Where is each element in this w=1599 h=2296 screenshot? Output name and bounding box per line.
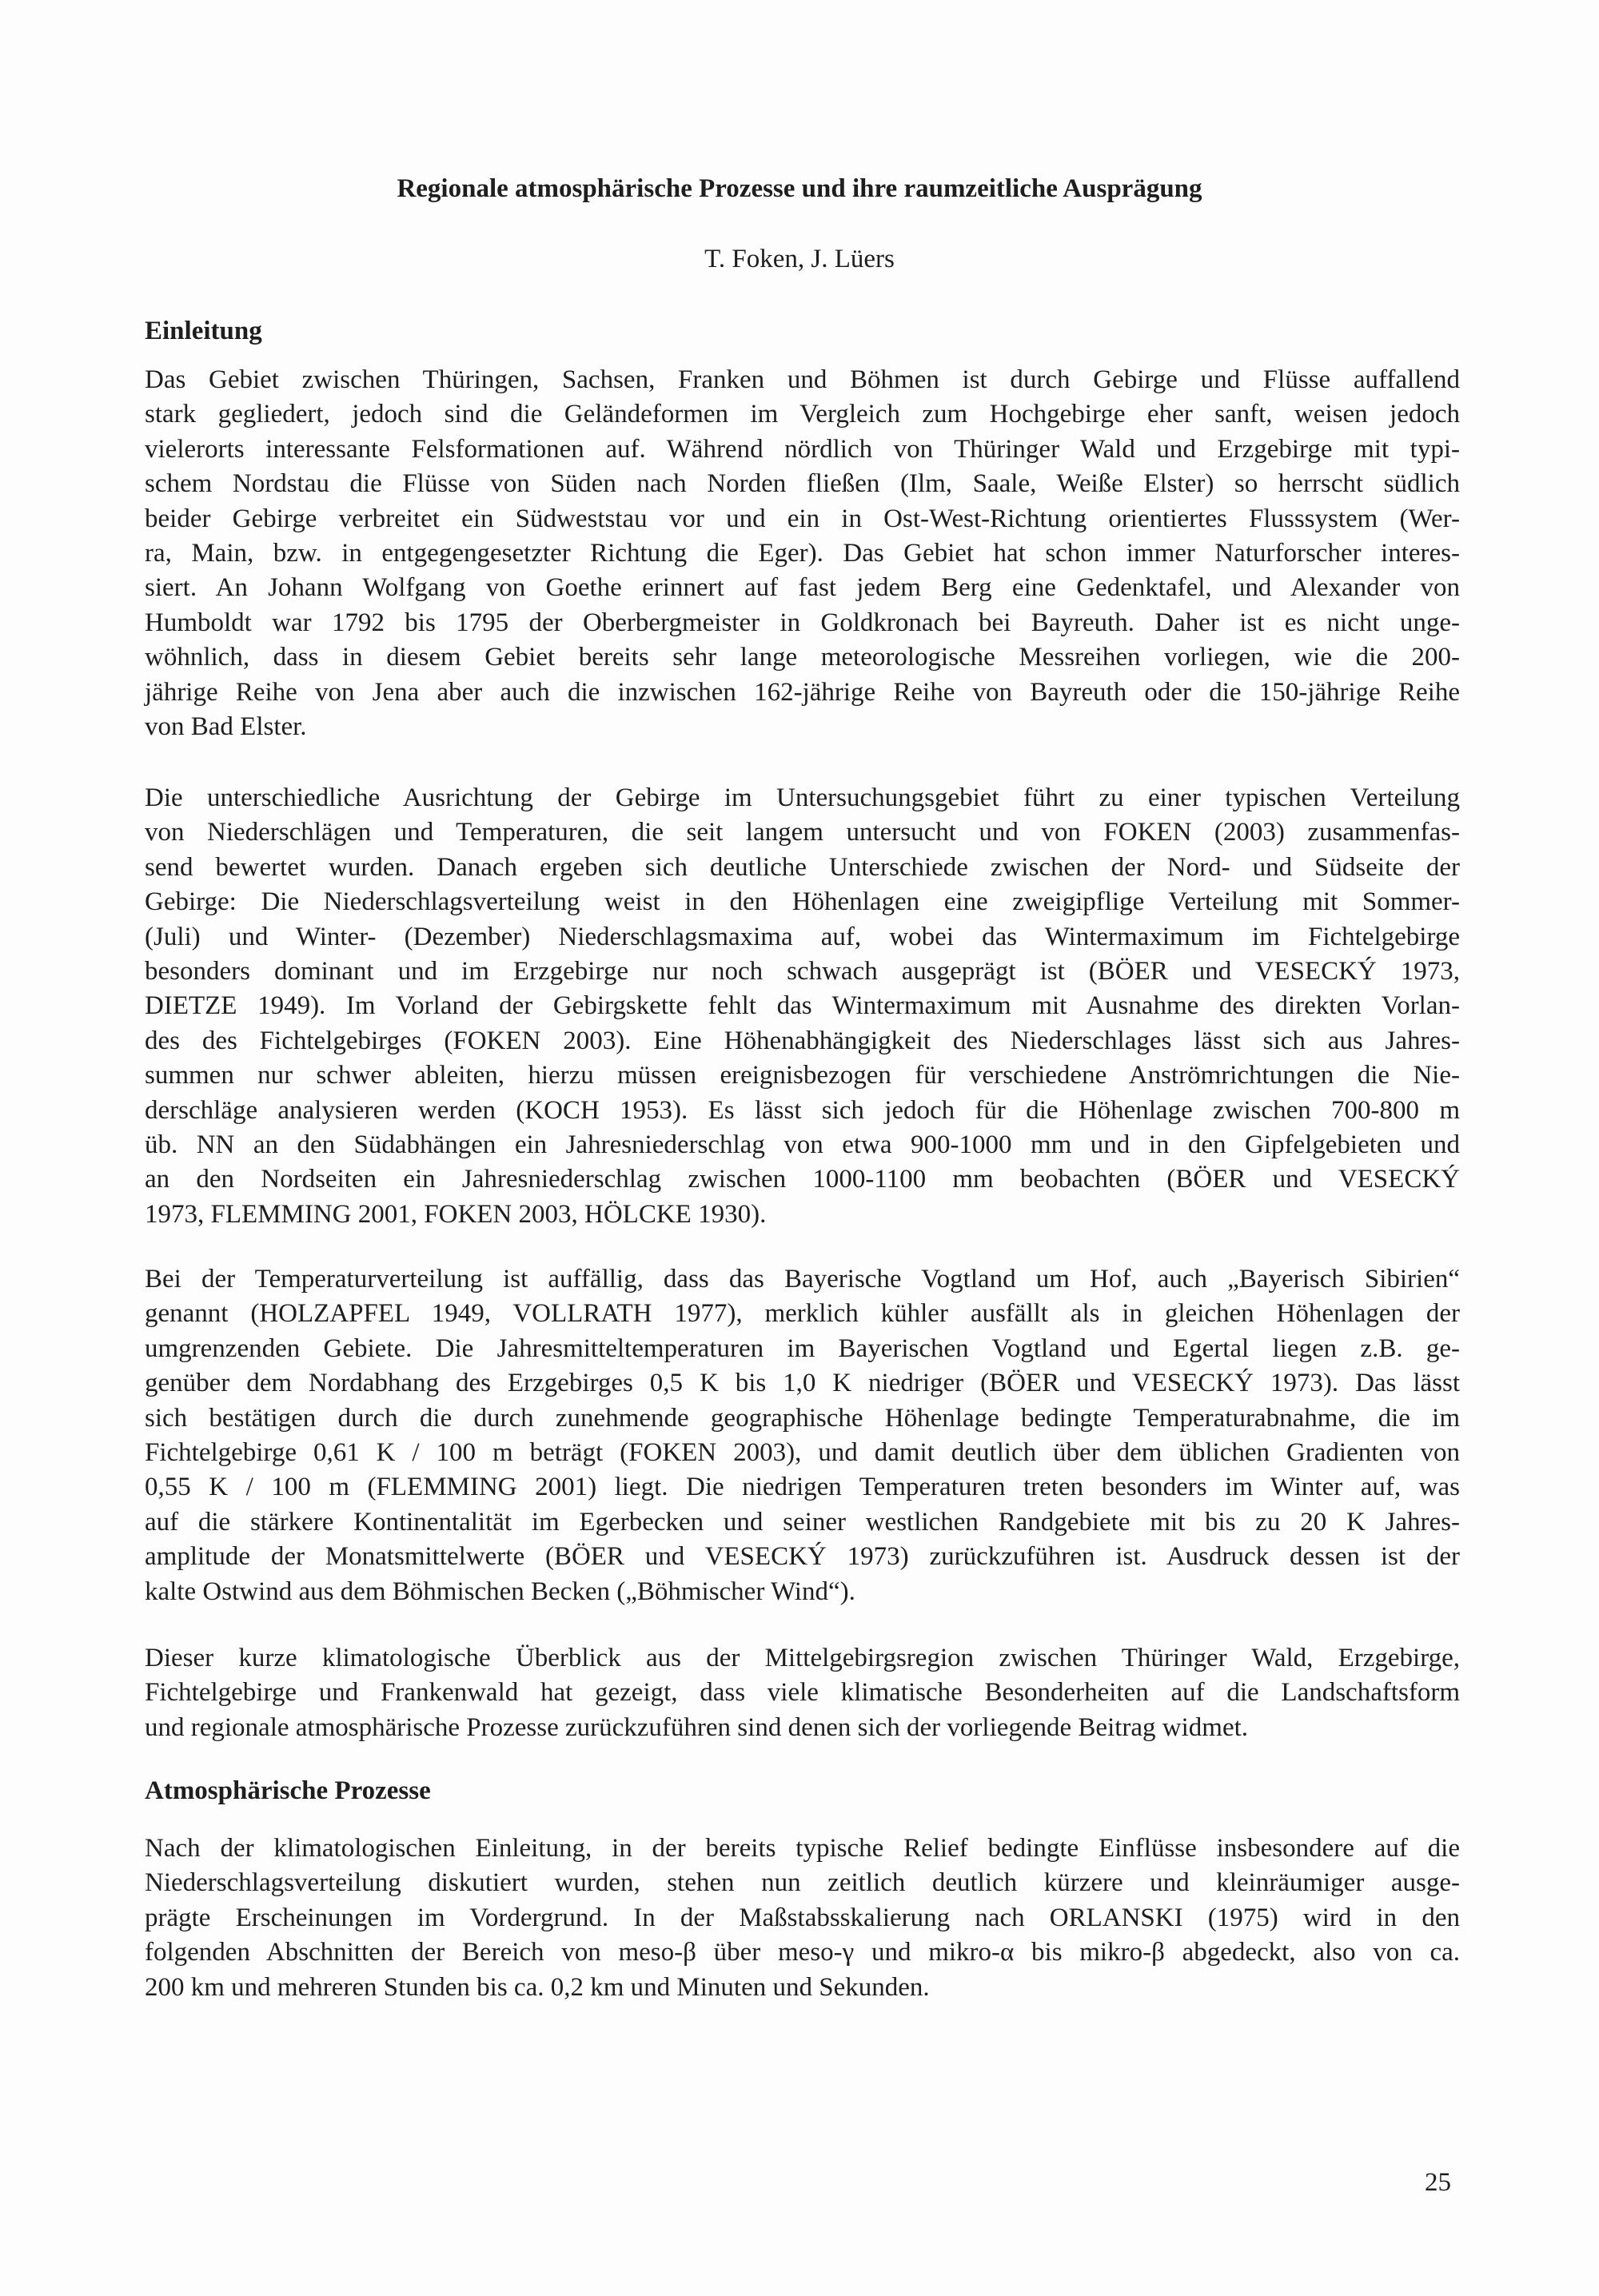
paragraph [145,1641,1460,1745]
authors: T. Foken, J. Lüers [704,245,895,273]
text-line: des des Fichtelgebirges (FOKEN 2003). Eine Höhenabhängigkeit des Niederschlages lässt sich aus Jahres- [145,1026,1460,1055]
text-line: kalte Ostwind aus dem Böhmischen Becken („Böhmischer Wind“). [145,1577,855,1606]
text-line: derschläge analysieren werden (KOCH 1953). Es lässt sich jedoch für die Höhenlage zwischen 700-800 m [145,1095,1460,1125]
text-line: Bei der Temperaturverteilung ist auffällig, dass das Bayerische Vogtland um Hof, auch „Bayerisch Sibirien“ [145,1265,1460,1293]
text-line: ra, Main, bzw. in entgegengesetzter Richtung die Eger). Das Gebiet hat schon immer Naturforscher interes- [145,538,1460,568]
text-line: beider Gebirge verbreitet ein Südweststau vor und ein in Ost-West-Richtung orientiertes Flusssystem (Wer- [145,504,1460,533]
text-line: amplitude der Monatsmittelwerte (BÖER und VESECKÝ 1973) zurückzuführen ist. Ausdruck dessen ist der [145,1542,1460,1572]
section-heading-einleitung: Einleitung [145,317,262,345]
text-line: umgrenzenden Gebiete. Die Jahresmitteltemperaturen im Bayerischen Vogtland und Egertal liegen z.B. ge- [145,1333,1460,1363]
text-line: von Bad Elster. [145,712,307,741]
paragraph [145,1262,1460,1609]
text-line: 200 km und mehreren Stunden bis ca. 0,2 km und Minuten und Sekunden. [145,1972,930,2002]
text-line: wöhnlich, dass in diesem Gebiet bereits sehr lange meteorologische Messreihen vorliegen, wie die 200- [145,643,1460,672]
page-number: 25 [1425,2168,1451,2197]
text-line: (Juli) und Winter- (Dezember) Niederschlagsmaxima auf, wobei das Wintermaximum im Fichtelgebirge [145,922,1460,951]
text-line: jährige Reihe von Jena aber auch die inzwischen 162-jährige Reihe von Bayreuth oder die 150-jährige Reihe [145,677,1460,707]
text-line: vielerorts interessante Felsformationen auf. Während nördlich von Thüringer Wald und Erzgebirge mit typi- [145,434,1460,464]
text-line: Humboldt war 1792 bis 1795 der Oberbergmeister in Goldkronach bei Bayreuth. Daher ist es nicht unge- [145,608,1460,637]
text-line: Niederschlagsverteilung diskutiert wurden, stehen nun zeitlich deutlich kürzere und kleinräumiger ausge- [145,1868,1460,1898]
text-line: auf die stärkere Kontinentalität im Egerbecken und seiner westlichen Randgebiete mit bis zu 20 K Jahres- [145,1507,1460,1537]
text-line: Dieser kurze klimatologische Überblick aus der Mittelgebirgsregion zwischen Thüringer Wald, Erzgebirge, [145,1644,1460,1672]
text-line: Fichtelgebirge und Frankenwald hat gezeigt, dass viele klimatische Besonderheiten auf die Landschaftsform [145,1678,1460,1708]
text-line: siert. An Johann Wolfgang von Goethe erinnert auf fast jedem Berg eine Gedenktafel, und Alexander von [145,573,1460,603]
text-line: Das Gebiet zwischen Thüringen, Sachsen, Franken und Böhmen ist durch Gebirge und Flüsse auffallend [145,365,1460,394]
section-heading-atmosphaerische-prozesse: Atmosphärische Prozesse [145,1776,431,1805]
text-line: 0,55 K / 100 m (FLEMMING 2001) liegt. Die niedrigen Temperaturen treten besonders im Winter auf, was [145,1473,1460,1502]
paragraph [145,1832,1460,2005]
paragraph [145,781,1460,1232]
text-line: genüber dem Nordabhang des Erzgebirges 0,5 K bis 1,0 K niedriger (BÖER und VESECKÝ 1973). Das lässt [145,1369,1460,1398]
text-line: Die unterschiedliche Ausrichtung der Gebirge im Untersuchungsgebiet führt zu einer typischen Verteilung [145,783,1460,812]
text-line: stark gegliedert, jedoch sind die Geländeformen im Vergleich zum Hochgebirge eher sanft, weisen jedoch [145,400,1460,429]
text-line: prägte Erscheinungen im Vordergrund. In der Maßstabsskalierung nach ORLANSKI (1975) wird in den [145,1903,1460,1932]
text-line: send bewertet wurden. Danach ergeben sich deutliche Unterschiede zwischen der Nord- und Südseite der [145,852,1460,882]
text-line: sich bestätigen durch die durch zunehmende geographische Höhenlage bedingte Temperaturabnahme, die im [145,1403,1460,1433]
text-line: Fichtelgebirge 0,61 K / 100 m beträgt (FOKEN 2003), und damit deutlich über dem üblichen Gradienten von [145,1437,1460,1467]
paragraph [145,363,1460,744]
text-line: schem Nordstau die Flüsse von Süden nach Norden fließen (Ilm, Saale, Weiße Elster) so herrscht südlich [145,469,1460,499]
text-line: Gebirge: Die Niederschlagsverteilung weist in den Höhenlagen eine zweigipflige Verteilung mit Sommer- [145,887,1460,917]
text-line: besonders dominant und im Erzgebirge nur noch schwach ausgeprägt ist (BÖER und VESECKÝ 1973, [145,956,1460,986]
text-line: von Niederschlägen und Temperaturen, die seit langem untersucht und von FOKEN (2003) zusammenfas- [145,818,1460,847]
text-line: genannt (HOLZAPFEL 1949, VOLLRATH 1977), merklich kühler ausfällt als in gleichen Höhenlagen der [145,1299,1460,1329]
text-line: summen nur schwer ableiten, hierzu müssen ereignisbezogen für verschiedene Anströmrichtungen die Nie- [145,1061,1460,1090]
text-line: an den Nordseiten ein Jahresniederschlag zwischen 1000-1100 mm beobachten (BÖER und VESECKÝ [145,1165,1460,1194]
text-line: Nach der klimatologischen Einleitung, in der bereits typische Relief bedingte Einflüsse insbesondere auf die [145,1834,1460,1863]
text-line: und regionale atmosphärische Prozesse zurückzuführen sind denen sich der vorliegende Beitrag widmet. [145,1712,1249,1742]
text-line: folgenden Abschnitten der Bereich von meso-β über meso-γ und mikro-α bis mikro-β abgedeckt, also von ca. [145,1938,1460,1967]
text-line: 1973, FLEMMING 2001, FOKEN 2003, HÖLCKE 1930). [145,1199,767,1229]
text-line: DIETZE 1949). Im Vorland der Gebirgskette fehlt das Wintermaximum mit Ausnahme des direkten Vorlan- [145,991,1460,1021]
document-title: Regionale atmosphärische Prozesse und ihre raumzeitliche Ausprägung [397,174,1202,203]
text-line: üb. NN an den Südabhängen ein Jahresniederschlag von etwa 900-1000 mm und in den Gipfelgebieten und [145,1130,1460,1159]
